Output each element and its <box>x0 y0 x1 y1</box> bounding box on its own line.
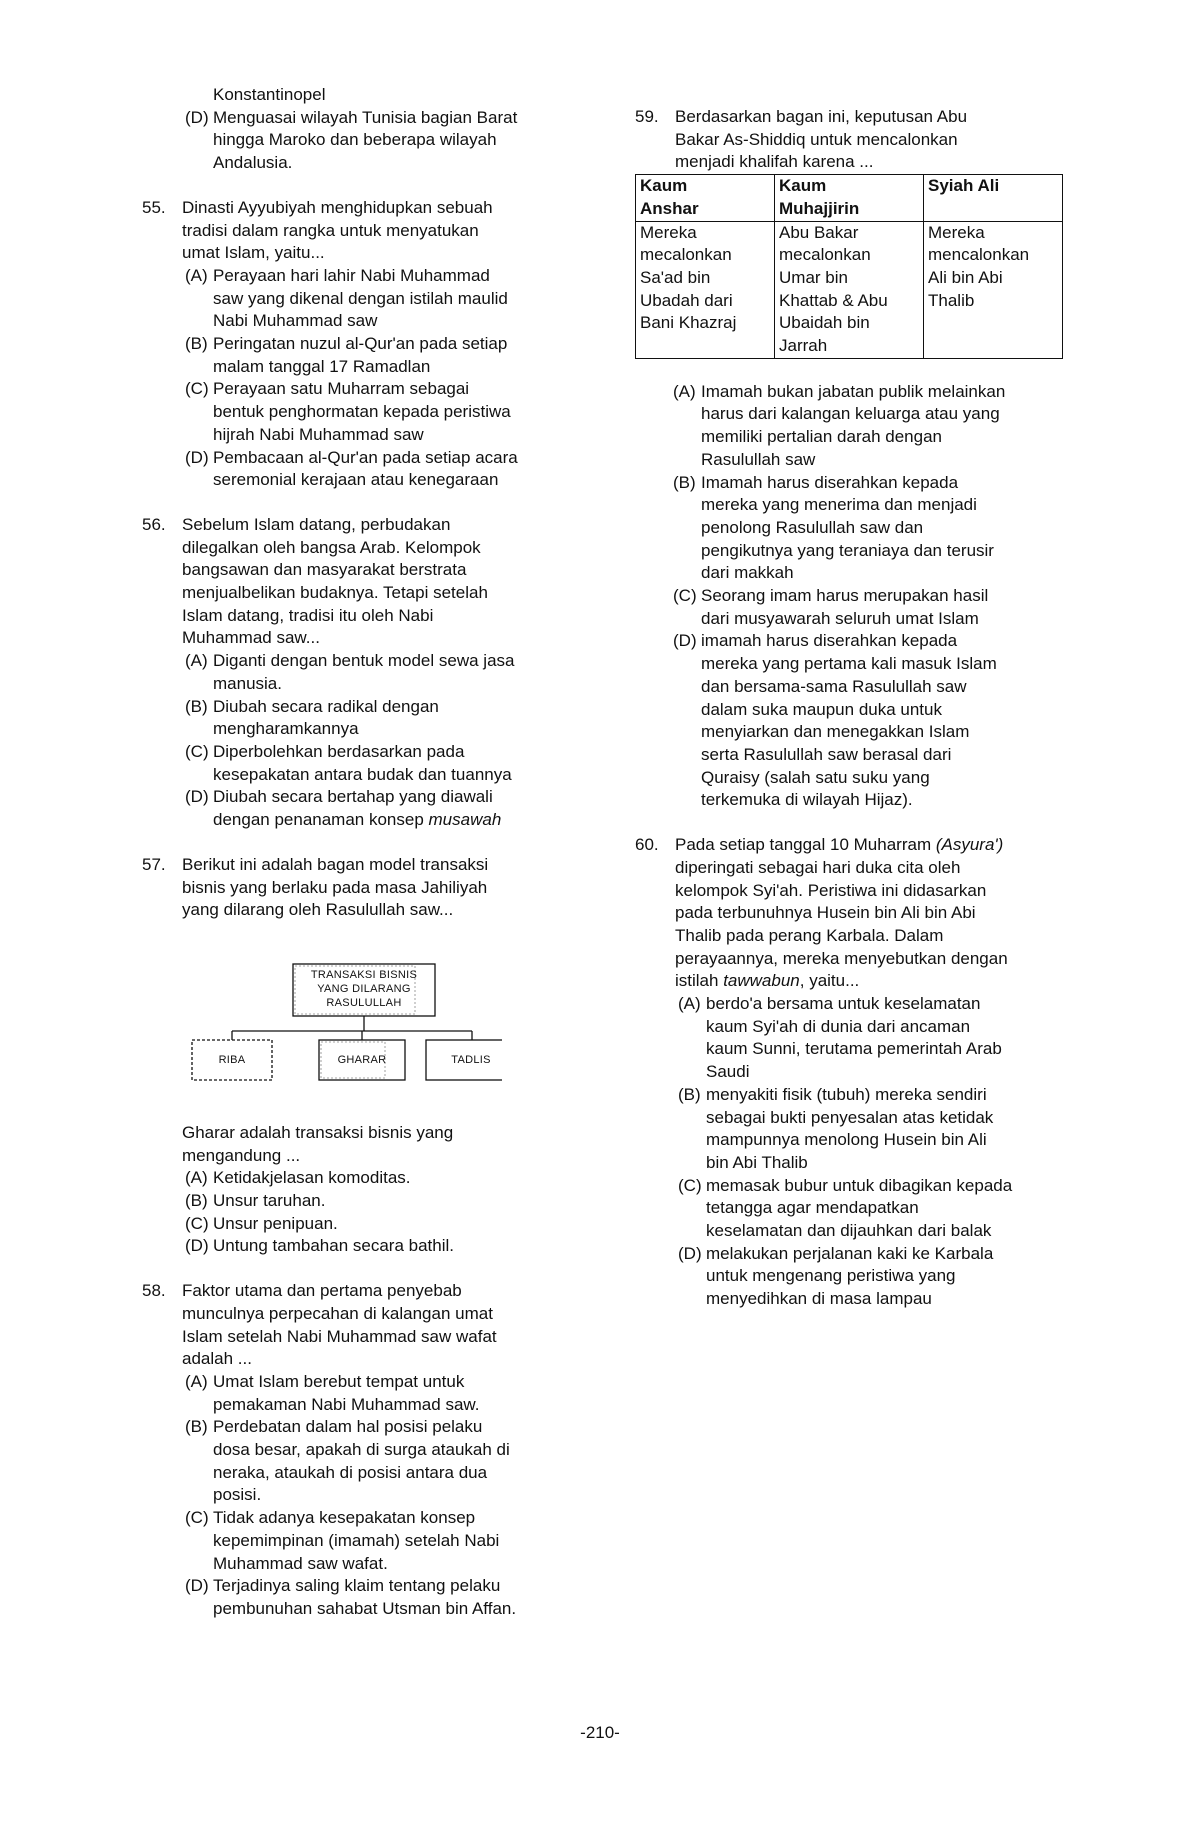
question-60: 60. Pada setiap tanggal 10 Muharram (Asyura') diperingati sebagai hari duka cita oleh kelompok Syi'ah. Peristiwa ini didasarkan pada terbunuhnya Husein bin Ali bin Abi Thalib pada perang Karbala. Dalam perayaannya, mereka menyebutkan dengan istilah tawwabun, yaitu... (A) berdo'a bersama untuk keselamatan kaum Syi'ah di dunia dari ancaman kaum Sunni, terutama pemerintah Arab Saudi (B) menyakiti fisik (tubuh) mereka sendiri sebagai bukti penyesalan atas ketidak mampunnya menolong Husein bin Ali bin Abi Thalib (C) memasak bubur untuk dibagikan kepada tetangga agar mendapatkan keselamatan dan dijauhkan dari balak (D) melakukan perjalanan kaki ke Karbala untuk mengenang peristiwa yang menyedihkan di masa lampau <box>635 834 1075 1311</box>
option-b[interactable]: (B) menyakiti fisik (tubuh) mereka sendiri sebagai bukti penyesalan atas ketidak mampunnya menolong Husein bin Ali bin Abi Thalib <box>678 1084 994 1172</box>
option-c[interactable]: (C) Unsur penipuan. <box>185 1213 338 1233</box>
option-a[interactable]: (A) Ketidakjelasan komoditas. <box>185 1168 411 1188</box>
option-d[interactable]: (D) melakukan perjalanan kaki ke Karbala untuk mengenang peristiwa yang menyedihkan di masa lampau <box>678 1243 994 1309</box>
option-b[interactable]: (B) Imamah harus diserahkan kepada mereka yang menerima dan menjadi penolong Rasulullah saw dan pengikutnya yang teraniaya dan terusir dari makkah <box>673 472 994 583</box>
option-d[interactable]: (D) Terjadinya saling klaim tentang pelaku pembunuhan sahabat Utsman bin Affan. <box>185 1576 517 1618</box>
option-d[interactable]: (D) Diubah secara bertahap yang diawali dengan penanaman konsep musawah <box>185 787 502 830</box>
option-a[interactable]: (A) Umat Islam berebut tempat untuk pemakaman Nabi Muhammad saw. <box>185 1371 480 1414</box>
left-column <box>142 84 572 1621</box>
option-d[interactable]: (D) Untung tambahan secara bathil. <box>185 1236 454 1256</box>
diagram-child-riba: RIBA <box>218 1053 246 1066</box>
question-stem: Dinasti Ayyubiyah menghidupkan sebuah tradisi dalam rangka untuk menyatukan umat Islam, yaitu... <box>182 197 493 263</box>
table-header-cell: Kaum Muhajjirin <box>775 175 924 221</box>
diagram-child-gharar: GHARAR <box>337 1053 387 1066</box>
question-stem: Pada setiap tanggal 10 Muharram (Asyura') diperingati sebagai hari duka cita oleh kelompok Syi'ah. Peristiwa ini didasarkan pada terbunuhnya Husein bin Ali bin Abi Thalib pada perang Karbala. Dalam perayaannya, mereka menyebutkan dengan istilah tawwabun, yaitu... <box>675 835 1008 991</box>
table-cell: Abu Bakar mecalonkan Umar bin Khattab & Abu Ubaidah bin Jarrah <box>775 221 924 358</box>
table-header-cell: Kaum Anshar <box>636 175 775 221</box>
transaction-diagram <box>172 922 572 1122</box>
right-column <box>635 106 1075 1311</box>
option-c[interactable]: (C) Perayaan satu Muharram sebagai bentuk penghormatan kepada peristiwa hijrah Nabi Muhammad saw <box>185 379 511 444</box>
option-d[interactable]: (D) imamah harus diserahkan kepada mereka yang pertama kali masuk Islam dan bersama-sama Rasulullah saw dalam suka maupun duka untuk menyiarkan dan menegakkan Islam serta Rasulullah saw berasal dari Quraisy (salah satu suku yang terkemuka di wilayah Hijaz). <box>673 631 997 810</box>
table-cell: Mereka mecalonkan Sa'ad bin Ubadah dari Bani Khazraj <box>636 221 775 358</box>
option-b[interactable]: (B) Peringatan nuzul al-Qur'an pada setiap malam tanggal 17 Ramadlan <box>185 334 508 376</box>
question-57-options <box>142 1167 572 1258</box>
question-55: 55. Dinasti Ayyubiyah menghidupkan sebuah tradisi dalam rangka untuk menyatukan umat Islam, yaitu... (A) Perayaan hari lahir Nabi Muhammad saw yang dikenal dengan istilah maulid Nabi Muhammad saw (B) Peringatan nuzul al-Qur'an pada setiap malam tanggal 17 Ramadlan (C) Perayaan satu Muharram sebagai bentuk penghormatan kepada peristiwa hijrah Nabi Muhammad saw (D) Pembacaan al-Qur'an pada setiap acara seremonial kerajaan atau kenegaraan <box>142 197 572 492</box>
diagram-lines <box>172 922 502 1122</box>
question-59: 59. Berdasarkan bagan ini, keputusan Abu Bakar As-Shiddiq untuk mencalonkan menjadi khalifah karena ... <box>635 106 1075 174</box>
option-b[interactable]: (B) Perdebatan dalam hal posisi pelaku dosa besar, apakah di surga ataukah di neraka, ataukah di posisi antara dua posisi. <box>185 1417 510 1505</box>
diagram-child-tadlis: TADLIS <box>451 1053 491 1066</box>
question-56: 56. Sebelum Islam datang, perbudakan dilegalkan oleh bangsa Arab. Kelompok bangsawan dan masyarakat berstrata menjualbelikan budaknya. Tetapi setelah Islam datang, tradisi itu oleh Nabi Muhammad saw... (A) Diganti dengan bentuk model sewa jasa manusia. (B) Diubah secara radikal dengan mengharamkannya (C) Diperbolehkan berdasarkan pada kesepakatan antara budak dan tuannya (D) Diubah secara bertahap yang diawali dengan penanaman konsep musawah <box>142 514 572 832</box>
question-stem: Faktor utama dan pertama penyebab munculnya perpecahan di kalangan umat Islam setelah Nabi Muhammad saw wafat adalah ... <box>182 1281 497 1369</box>
caliph-candidates-table <box>635 174 1063 359</box>
prev-option-d: (D) Menguasai wilayah Tunisia bagian Barat hingga Maroko dan beberapa wilayah Andalusia. <box>185 107 518 173</box>
prev-question-tail: Konstantinopel <box>213 85 326 104</box>
question-59-options <box>635 381 1075 812</box>
table-header-row <box>636 175 1063 221</box>
question-stem: Berikut ini adalah bagan model transaksi bisnis yang berlaku pada masa Jahiliyah yang dilarang oleh Rasulullah saw... <box>182 854 489 920</box>
page-number: -210- <box>580 1723 620 1742</box>
question-stem: Sebelum Islam datang, perbudakan dilegalkan oleh bangsa Arab. Kelompok bangsawan dan masyarakat berstrata menjualbelikan budaknya. Tetapi setelah Islam datang, tradisi itu oleh Nabi Muhammad saw... <box>182 514 488 648</box>
option-c[interactable]: (C) Seorang imam harus merupakan hasil dari musyawarah seluruh umat Islam <box>673 586 989 628</box>
question-57: 57. Berikut ini adalah bagan model transaksi bisnis yang berlaku pada masa Jahiliyah yang dilarang oleh Rasulullah saw... <box>142 854 572 922</box>
option-a[interactable]: (A) Perayaan hari lahir Nabi Muhammad saw yang dikenal dengan istilah maulid Nabi Muhammad saw <box>185 265 508 331</box>
option-b[interactable]: (B) Unsur taruhan. <box>185 1191 326 1211</box>
option-c[interactable]: (C) Diperbolehkan berdasarkan pada kesepakatan antara budak dan tuannya <box>185 741 512 784</box>
option-c[interactable]: (C) memasak bubur untuk dibagikan kepada tetangga agar mendapatkan keselamatan dan dijauhkan dari balak <box>678 1175 1013 1241</box>
table-header-cell: Syiah Ali <box>924 175 1063 221</box>
question-58: 58. Faktor utama dan pertama penyebab munculnya perpecahan di kalangan umat Islam setelah Nabi Muhammad saw wafat adalah ... (A) Umat Islam berebut tempat untuk pemakaman Nabi Muhammad saw. (B) Perdebatan dalam hal posisi pelaku dosa besar, apakah di surga ataukah di neraka, ataukah di posisi antara dua posisi. (C) Tidak adanya kesepakatan konsep kepemimpinan (imamah) setelah Nabi Muhammad saw wafat. (D) Terjadinya saling klaim tentang pelaku pembunuhan sahabat Utsman bin Affan. <box>142 1280 572 1621</box>
option-a[interactable]: (A) berdo'a bersama untuk keselamatan kaum Syi'ah di dunia dari ancaman kaum Sunni, terutama pemerintah Arab Saudi <box>678 994 1002 1082</box>
option-d[interactable]: (D) Pembacaan al-Qur'an pada setiap acara seremonial kerajaan atau kenegaraan <box>185 447 518 490</box>
option-a[interactable]: (A) Diganti dengan bentuk model sewa jasa manusia. <box>185 651 515 693</box>
question-stem: Berdasarkan bagan ini, keputusan Abu Bakar As-Shiddiq untuk mencalonkan menjadi khalifah karena ... <box>675 107 968 172</box>
option-a[interactable]: (A) Imamah bukan jabatan publik melainkan harus dari kalangan keluarga atau yang memiliki pertalian darah dengan Rasulullah saw <box>673 381 1006 469</box>
option-b[interactable]: (B) Diubah secara radikal dengan mengharamkannya <box>185 696 439 739</box>
question-57-lead: Gharar adalah transaksi bisnis yang mengandung ... <box>182 1122 454 1165</box>
diagram-root-box: TRANSAKSI BISNIS YANG DILARANG RASULULLAH <box>310 968 418 1009</box>
option-c[interactable]: (C) Tidak adanya kesepakatan konsep kepemimpinan (imamah) setelah Nabi Muhammad saw wafat. <box>185 1508 500 1573</box>
table-cell: Mereka mencalonkan Ali bin Abi Thalib <box>924 221 1063 358</box>
table-row <box>636 221 1063 358</box>
